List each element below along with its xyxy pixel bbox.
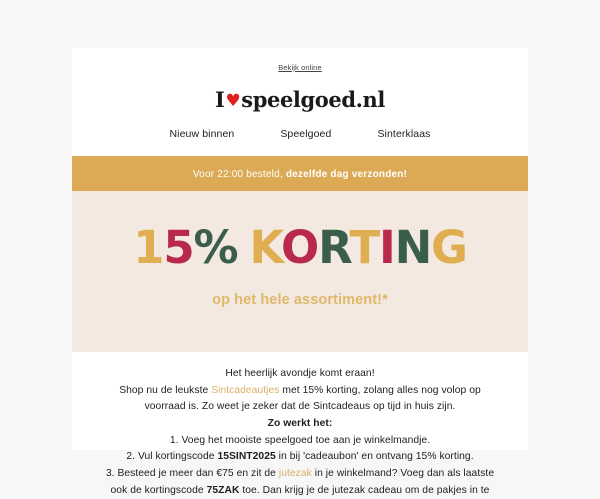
hero-banner xyxy=(72,191,528,352)
email-container xyxy=(72,48,528,496)
view-online-link[interactable]: Bekijk online xyxy=(278,63,322,72)
step-item-2 xyxy=(98,449,502,466)
step-3-post-text: toe. Dan krijg je de jutezak cadeau om de pakjes in te xyxy=(239,484,490,496)
hero-char-o: O xyxy=(281,221,319,274)
hero-char-k: K xyxy=(249,221,282,274)
heart-icon: ♥ xyxy=(225,91,241,111)
hero-char-5: 5 xyxy=(163,221,194,274)
shipping-banner xyxy=(72,156,528,191)
step-2-number: 2. xyxy=(126,451,136,463)
shipping-banner-regular: Voor 22:00 besteld, xyxy=(192,169,286,180)
step-2-pre-text: Vul kortingscode xyxy=(135,451,218,463)
step-2-post-text: in bij 'cadeaubon' en ontvang 15% korting. xyxy=(275,451,474,463)
intro-line: Het heerlijk avondje komt eraan! xyxy=(225,368,375,379)
hero-char-g: G xyxy=(431,221,467,274)
step-3-mid-text: in je winkelmand? Voeg dan als laatste ook de kortingscode xyxy=(110,468,495,496)
intro-post-text: met 15% korting, zolang alles nog volop op voorraad is. Zo weet je zeker dat de Sintcadeaus op tijd in huis zijn. xyxy=(144,384,481,413)
discount-code-75zak: 75ZAK xyxy=(206,484,240,496)
preheader-bar xyxy=(72,48,528,81)
step-item-1 xyxy=(98,433,502,450)
nav-item-speelgoed[interactable]: Speelgoed xyxy=(280,128,332,140)
hero-char-i: I xyxy=(379,221,395,274)
steps-heading: Zo werkt het: xyxy=(267,418,333,430)
nav-item-nieuw-binnen[interactable]: Nieuw binnen xyxy=(169,128,235,140)
shipping-banner-text xyxy=(193,169,407,180)
hero-discount-title xyxy=(72,221,528,274)
discount-code-15sint2025: 15SINT2025 xyxy=(217,451,276,463)
hero-char-t: T xyxy=(349,221,380,274)
hero-char-percent: % xyxy=(193,221,238,274)
step-1-number: 1. xyxy=(169,434,179,446)
hero-char-n: N xyxy=(394,221,432,274)
nav-item-sinterklaas[interactable]: Sinterklaas xyxy=(377,128,431,140)
hero-subtitle: op het hele assortiment!* xyxy=(212,292,388,308)
step-3-pre-text: Besteed je meer dan €75 en zit de xyxy=(114,468,279,480)
intro-paragraph xyxy=(98,383,502,416)
logo-brand-name: speelgoed.nl xyxy=(241,87,385,112)
shipping-banner-bold: dezelfde dag verzonden! xyxy=(285,169,408,180)
logo-lead-text: I xyxy=(215,87,225,112)
jutezak-link[interactable]: jutezak xyxy=(278,468,312,480)
sintcadeautjes-link[interactable]: Sintcadeautjes xyxy=(211,384,280,396)
step-3-number: 3. xyxy=(105,468,115,480)
body-copy xyxy=(72,352,528,499)
hero-char-1: 1 xyxy=(133,221,164,274)
step-item-3 xyxy=(98,466,502,499)
intro-pre-text: Shop nu de leukste xyxy=(119,384,212,396)
logo-row xyxy=(72,81,528,116)
step-1-text: Voeg het mooiste speelgoed toe aan je winkelmandje. xyxy=(178,434,431,446)
main-navigation xyxy=(72,116,528,156)
hero-char-r: R xyxy=(318,221,350,274)
brand-logo[interactable] xyxy=(215,89,385,110)
